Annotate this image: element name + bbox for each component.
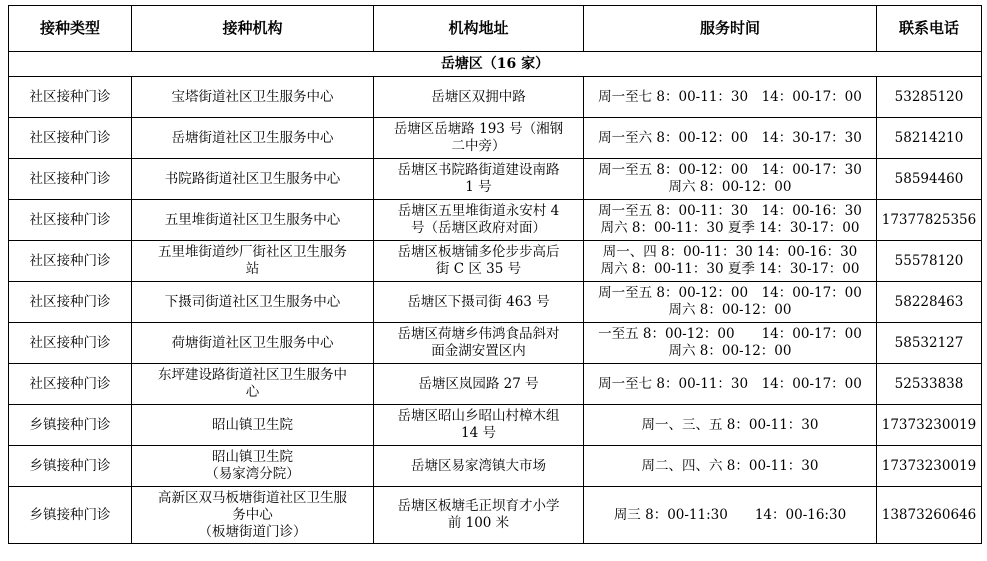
table-row <box>9 446 982 487</box>
addr-line: 号（岳塘区政府对面） <box>411 220 546 236</box>
org-line: 宝塔街道社区卫生服务中心 <box>171 88 334 105</box>
addr-line: 1 号 <box>465 179 492 195</box>
cell-type: 社区接种门诊 <box>9 364 132 405</box>
cell-hours <box>584 446 877 487</box>
cell-hours <box>584 323 877 364</box>
cell-address <box>374 241 584 282</box>
table-row <box>9 241 982 282</box>
cell-hours <box>584 241 877 282</box>
hours-line: 周一、四 8：00-11：30 14：00-16：30 <box>602 244 858 260</box>
addr-line: 前 100 米 <box>447 515 510 531</box>
header-phone: 联系电话 <box>877 6 982 52</box>
addr-line: 岳塘区岳塘路 193 号（湘钢 <box>393 121 564 137</box>
cell-org <box>132 364 374 405</box>
org-line: 站 <box>245 261 260 277</box>
hours-line: 一至五 8：00-12：00 14：00-17：00 <box>598 326 862 342</box>
hours-line: 周一至五 8：00-12：00 14：00-17：30 <box>598 162 862 178</box>
hours-line: 周一至六 8：00-12：00 14：30-17：30 <box>598 129 862 146</box>
cell-hours <box>584 159 877 200</box>
hours-line: 周三 8：00-11:30 14：00-16:30 <box>613 506 847 523</box>
cell-phone: 17373230019 <box>877 446 982 487</box>
cell-type: 社区接种门诊 <box>9 159 132 200</box>
cell-phone: 58594460 <box>877 159 982 200</box>
cell-org <box>132 282 374 323</box>
cell-address <box>374 405 584 446</box>
cell-hours <box>584 487 877 544</box>
district-row <box>9 52 982 77</box>
cell-org <box>132 446 374 487</box>
hours-line: 周二、四、六 8：00-11：30 <box>641 457 819 474</box>
table-row <box>9 323 982 364</box>
cell-org <box>132 200 374 241</box>
hours-line: 周一至五 8：00-12：00 14：00-17：00 <box>598 285 862 301</box>
cell-type: 社区接种门诊 <box>9 77 132 118</box>
org-line: （板塘街道门诊） <box>198 523 307 540</box>
addr-line: 岳塘区板塘毛正坝育才小学 <box>397 498 560 514</box>
hours-line: 周一至五 8：00-11：30 14：00-16：30 <box>598 203 862 219</box>
header-hours: 服务时间 <box>584 6 877 52</box>
addr-line: 岳塘区板塘铺多伦步步高后 <box>397 244 560 260</box>
cell-org <box>132 487 374 544</box>
table-row <box>9 282 982 323</box>
addr-line: 岳塘区岚园路 27 号 <box>418 375 539 392</box>
org-line: 书院路街道社区卫生服务中心 <box>164 170 341 187</box>
hours-line: 周一至七 8：00-11：30 14：00-17：00 <box>598 88 862 105</box>
cell-hours <box>584 118 877 159</box>
table-row <box>9 364 982 405</box>
org-line: 下摄司街道社区卫生服务中心 <box>164 293 341 310</box>
cell-type: 社区接种门诊 <box>9 323 132 364</box>
table-row <box>9 77 982 118</box>
header-org: 接种机构 <box>132 6 374 52</box>
addr-line: 街 C 区 35 号 <box>435 261 522 277</box>
cell-phone: 58214210 <box>877 118 982 159</box>
cell-hours <box>584 77 877 118</box>
header-address: 机构地址 <box>374 6 584 52</box>
cell-org <box>132 118 374 159</box>
hours-line: 周六 8：00-11：30 夏季 14：30-17：00 <box>600 261 860 277</box>
cell-type: 乡镇接种门诊 <box>9 405 132 446</box>
cell-type: 社区接种门诊 <box>9 118 132 159</box>
cell-phone: 13873260646 <box>877 487 982 544</box>
district-name: 岳塘区（16 家） <box>9 52 982 77</box>
cell-address <box>374 118 584 159</box>
org-line: 五里堆街道纱厂街社区卫生服务 <box>158 244 347 260</box>
cell-type: 社区接种门诊 <box>9 241 132 282</box>
org-line: 东坪建设路街道社区卫生服务中 <box>158 367 347 383</box>
table-row <box>9 487 982 544</box>
org-line: 五里堆街道社区卫生服务中心 <box>164 211 341 228</box>
cell-phone: 58532127 <box>877 323 982 364</box>
cell-org <box>132 77 374 118</box>
org-line: （易家湾分院） <box>205 466 300 482</box>
cell-address <box>374 200 584 241</box>
cell-address <box>374 364 584 405</box>
table-row <box>9 159 982 200</box>
cell-address <box>374 323 584 364</box>
org-line: 昭山镇卫生院 <box>212 416 293 433</box>
table-row <box>9 118 982 159</box>
cell-hours <box>584 200 877 241</box>
cell-phone: 53285120 <box>877 77 982 118</box>
cell-phone: 55578120 <box>877 241 982 282</box>
addr-line: 岳塘区书院路街道建设南路 <box>397 162 560 178</box>
cell-hours <box>584 282 877 323</box>
addr-line: 岳塘区昭山乡昭山村樟木组 <box>397 408 560 424</box>
cell-hours <box>584 405 877 446</box>
cell-type: 乡镇接种门诊 <box>9 487 132 544</box>
cell-address <box>374 446 584 487</box>
cell-org <box>132 405 374 446</box>
hours-line: 周六 8：00-12：00 <box>668 179 792 195</box>
cell-address <box>374 77 584 118</box>
addr-line: 面金湖安置区内 <box>431 343 526 359</box>
table-row <box>9 405 982 446</box>
table-row <box>9 200 982 241</box>
header-row <box>9 6 982 52</box>
cell-phone: 17377825356 <box>877 200 982 241</box>
addr-line: 二中旁） <box>451 138 506 154</box>
addr-line: 岳塘区易家湾镇大市场 <box>411 457 546 474</box>
cell-org <box>132 241 374 282</box>
cell-address <box>374 487 584 544</box>
org-line: 岳塘街道社区卫生服务中心 <box>171 129 334 146</box>
hours-line: 周一至七 8：00-11：30 14：00-17：00 <box>598 375 862 392</box>
cell-phone: 52533838 <box>877 364 982 405</box>
hours-line: 周六 8：00-11：30 夏季 14：30-17：00 <box>600 220 860 236</box>
cell-address <box>374 159 584 200</box>
hours-line: 周六 8：00-12：00 <box>668 343 792 359</box>
org-line: 昭山镇卫生院 <box>212 449 293 465</box>
org-line: 高新区双马板塘街道社区卫生服 <box>158 489 347 506</box>
org-line: 荷塘街道社区卫生服务中心 <box>171 334 334 351</box>
cell-org <box>132 159 374 200</box>
cell-type: 社区接种门诊 <box>9 282 132 323</box>
hours-line: 周一、三、五 8：00-11：30 <box>641 416 819 433</box>
cell-address <box>374 282 584 323</box>
addr-line: 岳塘区五里堆街道永安村 4 <box>397 203 560 219</box>
addr-line: 岳塘区双拥中路 <box>431 88 526 105</box>
cell-phone: 58228463 <box>877 282 982 323</box>
org-line: 务中心 <box>232 506 273 523</box>
addr-line: 岳塘区荷塘乡伟鸿食品斜对 <box>397 326 560 342</box>
hours-line: 周六 8：00-12：00 <box>668 302 792 318</box>
header-type: 接种类型 <box>9 6 132 52</box>
cell-org <box>132 323 374 364</box>
org-line: 心 <box>245 384 260 400</box>
vaccination-table <box>8 5 982 544</box>
cell-phone: 17373230019 <box>877 405 982 446</box>
cell-hours <box>584 364 877 405</box>
addr-line: 14 号 <box>461 425 496 441</box>
cell-type: 乡镇接种门诊 <box>9 446 132 487</box>
cell-type: 社区接种门诊 <box>9 200 132 241</box>
addr-line: 岳塘区下摄司街 463 号 <box>407 293 550 310</box>
